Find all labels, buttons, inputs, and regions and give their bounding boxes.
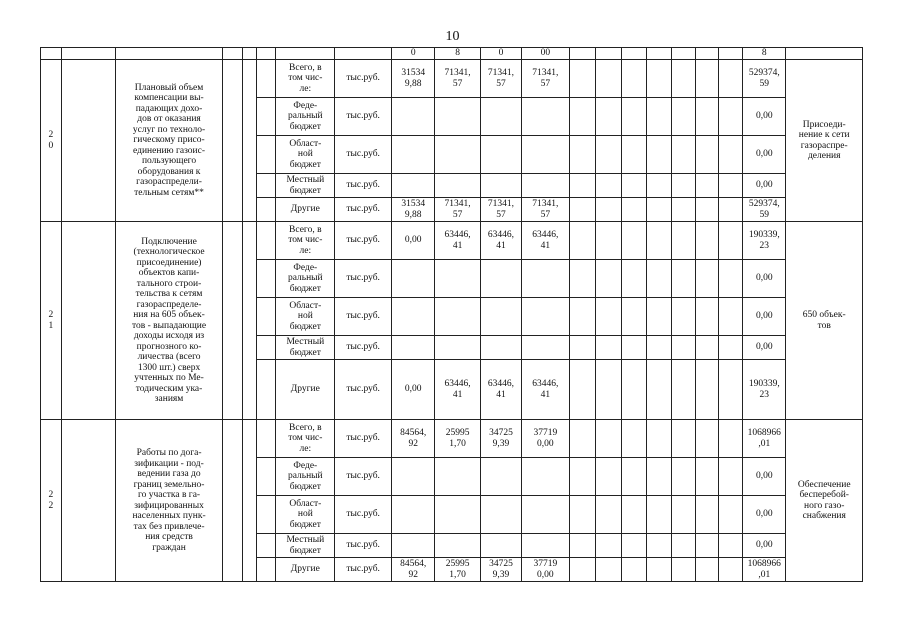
funding-source: Местный бюджет: [276, 336, 335, 360]
value-cell: 63446, 41: [480, 360, 521, 420]
value-cell: [392, 496, 435, 534]
row-description: Работы по дога- зификации - под- ведении газа до границ земельно- го участка в га- зифицированных населенных пунк- тах без привлече- ния средств граждан: [116, 420, 222, 582]
empty-cell: [671, 558, 695, 582]
empty-cell: [622, 558, 647, 582]
value-cell: 71341, 57: [435, 198, 480, 222]
empty-cell: [622, 222, 647, 260]
empty-cell: [695, 558, 719, 582]
value-cell: [522, 496, 570, 534]
value-cell: 31534 9,88: [392, 60, 435, 98]
value-cell: 71341, 57: [522, 60, 570, 98]
empty-cell: [671, 174, 695, 198]
empty-cell: [719, 60, 743, 98]
funding-source: Феде- ральный бюджет: [276, 260, 335, 298]
value-cell: [435, 534, 480, 558]
table-row: [41, 420, 863, 458]
empty-cell: [622, 420, 647, 458]
empty-cell: [596, 360, 622, 420]
empty-cell: [622, 298, 647, 336]
row-description: Подключение (технологическое присоединение) объектов капи- тального строи- тельства к сетям газораспределе- ния на 605 объек- тов - выпадающие доходы исходя из прогнозного ко- личества (всего 1300 шт.) сверх учтенных по Ме- тодическим ука- заниям: [116, 222, 222, 420]
empty-cell: [719, 458, 743, 496]
header-cell: 00: [522, 48, 570, 60]
empty-cell: [647, 174, 672, 198]
empty-cell: [671, 420, 695, 458]
value-cell: 34725 9,39: [480, 420, 521, 458]
header-cell: 8: [435, 48, 480, 60]
empty-cell: [222, 420, 243, 582]
unit-label: тыс.руб.: [335, 458, 392, 496]
value-cell: [435, 174, 480, 198]
funding-source: Другие: [276, 360, 335, 420]
empty-cell: [622, 336, 647, 360]
value-cell: [480, 98, 521, 136]
value-cell: [392, 98, 435, 136]
empty-cell: [256, 136, 276, 174]
empty-cell: [695, 458, 719, 496]
value-cell: 71341, 57: [522, 198, 570, 222]
empty-cell: [719, 534, 743, 558]
empty-cell: [569, 496, 596, 534]
value-cell: [480, 496, 521, 534]
value-cell: [392, 458, 435, 496]
empty-cell: [569, 98, 596, 136]
funding-source: Област- ной бюджет: [276, 298, 335, 336]
empty-cell: [256, 458, 276, 496]
empty-cell: [671, 534, 695, 558]
total-cell: 0,00: [743, 174, 786, 198]
value-cell: 25995 1,70: [435, 420, 480, 458]
value-cell: [435, 98, 480, 136]
total-cell: 0,00: [743, 534, 786, 558]
empty-cell: [671, 60, 695, 98]
total-cell: 190339, 23: [743, 360, 786, 420]
empty-cell: [671, 98, 695, 136]
empty-cell: [622, 260, 647, 298]
target-indicator: Присоеди- нение к сети газораспре- деления: [786, 60, 863, 222]
value-cell: 63446, 41: [522, 222, 570, 260]
funding-source: Местный бюджет: [276, 174, 335, 198]
unit-label: тыс.руб.: [335, 534, 392, 558]
row-number: 2 1: [41, 222, 62, 420]
empty-cell: [256, 222, 276, 260]
empty-cell: [256, 260, 276, 298]
value-cell: [392, 534, 435, 558]
empty-cell: [569, 534, 596, 558]
empty-cell: [222, 60, 243, 222]
empty-cell: [647, 496, 672, 534]
value-cell: [480, 174, 521, 198]
table-row: [41, 222, 863, 260]
funding-source: Област- ной бюджет: [276, 136, 335, 174]
empty-cell: [695, 534, 719, 558]
total-cell: 1068966 ,01: [743, 420, 786, 458]
empty-cell: [569, 198, 596, 222]
empty-cell: [695, 420, 719, 458]
empty-cell: [719, 136, 743, 174]
value-cell: [392, 260, 435, 298]
value-cell: 84564, 92: [392, 420, 435, 458]
value-cell: [522, 458, 570, 496]
unit-label: тыс.руб.: [335, 558, 392, 582]
total-cell: 0,00: [743, 336, 786, 360]
value-cell: 25995 1,70: [435, 558, 480, 582]
empty-cell: [596, 174, 622, 198]
empty-cell: [719, 420, 743, 458]
empty-cell: [695, 60, 719, 98]
value-cell: [435, 260, 480, 298]
unit-label: тыс.руб.: [335, 60, 392, 98]
total-cell: 0,00: [743, 298, 786, 336]
empty-cell: [569, 260, 596, 298]
funding-source: Всего, в том чис- ле:: [276, 420, 335, 458]
column-index-row: [41, 48, 863, 60]
empty-cell: [671, 222, 695, 260]
empty-cell: [647, 260, 672, 298]
value-cell: [480, 336, 521, 360]
value-cell: [522, 98, 570, 136]
funding-source: Другие: [276, 558, 335, 582]
empty-cell: [695, 496, 719, 534]
empty-cell: [719, 198, 743, 222]
total-cell: 0,00: [743, 458, 786, 496]
empty-cell: [671, 298, 695, 336]
empty-cell: [647, 336, 672, 360]
value-cell: [480, 534, 521, 558]
empty-cell: [569, 136, 596, 174]
value-cell: 37719 0,00: [522, 558, 570, 582]
empty-cell: [647, 420, 672, 458]
empty-cell: [569, 336, 596, 360]
value-cell: 0,00: [392, 360, 435, 420]
empty-cell: [671, 260, 695, 298]
value-cell: [480, 298, 521, 336]
value-cell: [435, 336, 480, 360]
row-description: Плановый объем компенсации вы- падающих дохо- дов от оказания услуг по техноло- гическому присо- единению газоис- пользующего оборудования к газораспредели- тельным сетям**: [116, 60, 222, 222]
empty-cell: [256, 174, 276, 198]
funding-source: Всего, в том чис- ле:: [276, 222, 335, 260]
empty-cell: [256, 558, 276, 582]
row-number: 2 0: [41, 60, 62, 222]
total-cell: 529374, 59: [743, 198, 786, 222]
value-cell: [522, 298, 570, 336]
value-cell: 34725 9,39: [480, 558, 521, 582]
total-cell: 0,00: [743, 496, 786, 534]
empty-cell: [596, 534, 622, 558]
empty-cell: [596, 198, 622, 222]
total-cell: 529374, 59: [743, 60, 786, 98]
empty-cell: [647, 558, 672, 582]
value-cell: [480, 260, 521, 298]
row-number: 2 2: [41, 420, 62, 582]
empty-cell: [719, 496, 743, 534]
value-cell: [522, 136, 570, 174]
unit-label: тыс.руб.: [335, 260, 392, 298]
value-cell: [480, 458, 521, 496]
empty-cell: [596, 298, 622, 336]
empty-cell: [61, 420, 116, 582]
unit-label: тыс.руб.: [335, 420, 392, 458]
empty-cell: [719, 336, 743, 360]
total-cell: 0,00: [743, 98, 786, 136]
empty-cell: [695, 360, 719, 420]
unit-label: тыс.руб.: [335, 298, 392, 336]
empty-cell: [256, 198, 276, 222]
value-cell: 63446, 41: [435, 360, 480, 420]
empty-cell: [719, 360, 743, 420]
value-cell: [522, 534, 570, 558]
empty-cell: [569, 360, 596, 420]
value-cell: [522, 336, 570, 360]
page-number: 10: [445, 29, 460, 44]
value-cell: [392, 136, 435, 174]
empty-cell: [596, 420, 622, 458]
empty-cell: [695, 222, 719, 260]
empty-cell: [622, 98, 647, 136]
empty-cell: [569, 458, 596, 496]
empty-cell: [647, 458, 672, 496]
empty-cell: [596, 260, 622, 298]
empty-cell: [647, 222, 672, 260]
empty-cell: [719, 174, 743, 198]
header-cell: 8: [743, 48, 786, 60]
empty-cell: [647, 534, 672, 558]
empty-cell: [596, 222, 622, 260]
unit-label: тыс.руб.: [335, 360, 392, 420]
value-cell: [435, 298, 480, 336]
empty-cell: [222, 222, 243, 420]
unit-label: тыс.руб.: [335, 174, 392, 198]
total-cell: 0,00: [743, 136, 786, 174]
empty-cell: [256, 98, 276, 136]
total-cell: 1068966 ,01: [743, 558, 786, 582]
empty-cell: [671, 458, 695, 496]
empty-cell: [596, 336, 622, 360]
empty-cell: [596, 60, 622, 98]
empty-cell: [256, 420, 276, 458]
empty-cell: [569, 558, 596, 582]
empty-cell: [719, 98, 743, 136]
empty-cell: [622, 174, 647, 198]
empty-cell: [719, 260, 743, 298]
empty-cell: [671, 198, 695, 222]
funding-source: Другие: [276, 198, 335, 222]
funding-source: Феде- ральный бюджет: [276, 458, 335, 496]
empty-cell: [647, 198, 672, 222]
total-cell: 190339, 23: [743, 222, 786, 260]
value-cell: [480, 136, 521, 174]
empty-cell: [256, 360, 276, 420]
empty-cell: [622, 198, 647, 222]
funding-source: Всего, в том чис- ле:: [276, 60, 335, 98]
empty-cell: [671, 336, 695, 360]
empty-cell: [671, 360, 695, 420]
empty-cell: [695, 198, 719, 222]
empty-cell: [596, 558, 622, 582]
value-cell: [435, 458, 480, 496]
value-cell: 63446, 41: [435, 222, 480, 260]
empty-cell: [622, 534, 647, 558]
empty-cell: [719, 558, 743, 582]
value-cell: [435, 496, 480, 534]
empty-cell: [243, 420, 256, 582]
empty-cell: [243, 60, 256, 222]
empty-cell: [61, 60, 116, 222]
empty-cell: [569, 420, 596, 458]
value-cell: 71341, 57: [435, 60, 480, 98]
empty-cell: [569, 298, 596, 336]
unit-label: тыс.руб.: [335, 496, 392, 534]
empty-cell: [647, 98, 672, 136]
value-cell: 63446, 41: [522, 360, 570, 420]
empty-cell: [596, 496, 622, 534]
empty-cell: [622, 496, 647, 534]
empty-cell: [671, 136, 695, 174]
empty-cell: [622, 458, 647, 496]
value-cell: 31534 9,88: [392, 198, 435, 222]
value-cell: [522, 174, 570, 198]
unit-label: тыс.руб.: [335, 222, 392, 260]
unit-label: тыс.руб.: [335, 136, 392, 174]
funding-source: Феде- ральный бюджет: [276, 98, 335, 136]
empty-cell: [647, 360, 672, 420]
empty-cell: [622, 360, 647, 420]
empty-cell: [256, 60, 276, 98]
empty-cell: [695, 174, 719, 198]
empty-cell: [695, 98, 719, 136]
value-cell: [392, 336, 435, 360]
empty-cell: [569, 222, 596, 260]
value-cell: 37719 0,00: [522, 420, 570, 458]
value-cell: 71341, 57: [480, 60, 521, 98]
empty-cell: [719, 222, 743, 260]
funding-source: Местный бюджет: [276, 534, 335, 558]
empty-cell: [243, 222, 256, 420]
empty-cell: [569, 174, 596, 198]
value-cell: [435, 136, 480, 174]
header-cell: 0: [392, 48, 435, 60]
empty-cell: [695, 260, 719, 298]
value-cell: [522, 260, 570, 298]
value-cell: [392, 174, 435, 198]
unit-label: тыс.руб.: [335, 198, 392, 222]
empty-cell: [596, 458, 622, 496]
target-indicator: 650 объек- тов: [786, 222, 863, 420]
empty-cell: [256, 496, 276, 534]
value-cell: 0,00: [392, 222, 435, 260]
value-cell: [392, 298, 435, 336]
table-row: [41, 60, 863, 98]
empty-cell: [569, 60, 596, 98]
empty-cell: [622, 136, 647, 174]
unit-label: тыс.руб.: [335, 336, 392, 360]
funding-source: Област- ной бюджет: [276, 496, 335, 534]
empty-cell: [256, 298, 276, 336]
total-cell: 0,00: [743, 260, 786, 298]
empty-cell: [256, 534, 276, 558]
unit-label: тыс.руб.: [335, 98, 392, 136]
empty-cell: [695, 336, 719, 360]
empty-cell: [695, 298, 719, 336]
value-cell: 63446, 41: [480, 222, 521, 260]
value-cell: 84564, 92: [392, 558, 435, 582]
empty-cell: [596, 98, 622, 136]
empty-cell: [256, 336, 276, 360]
empty-cell: [695, 136, 719, 174]
program-table: [40, 47, 863, 582]
empty-cell: [622, 60, 647, 98]
empty-cell: [647, 60, 672, 98]
empty-cell: [61, 222, 116, 420]
header-cell: 0: [480, 48, 521, 60]
empty-cell: [596, 136, 622, 174]
target-indicator: Обеспечение бесперебой- ного газо- снабжения: [786, 420, 863, 582]
table-body: [41, 48, 863, 582]
empty-cell: [647, 298, 672, 336]
value-cell: 71341, 57: [480, 198, 521, 222]
empty-cell: [671, 496, 695, 534]
empty-cell: [719, 298, 743, 336]
empty-cell: [647, 136, 672, 174]
